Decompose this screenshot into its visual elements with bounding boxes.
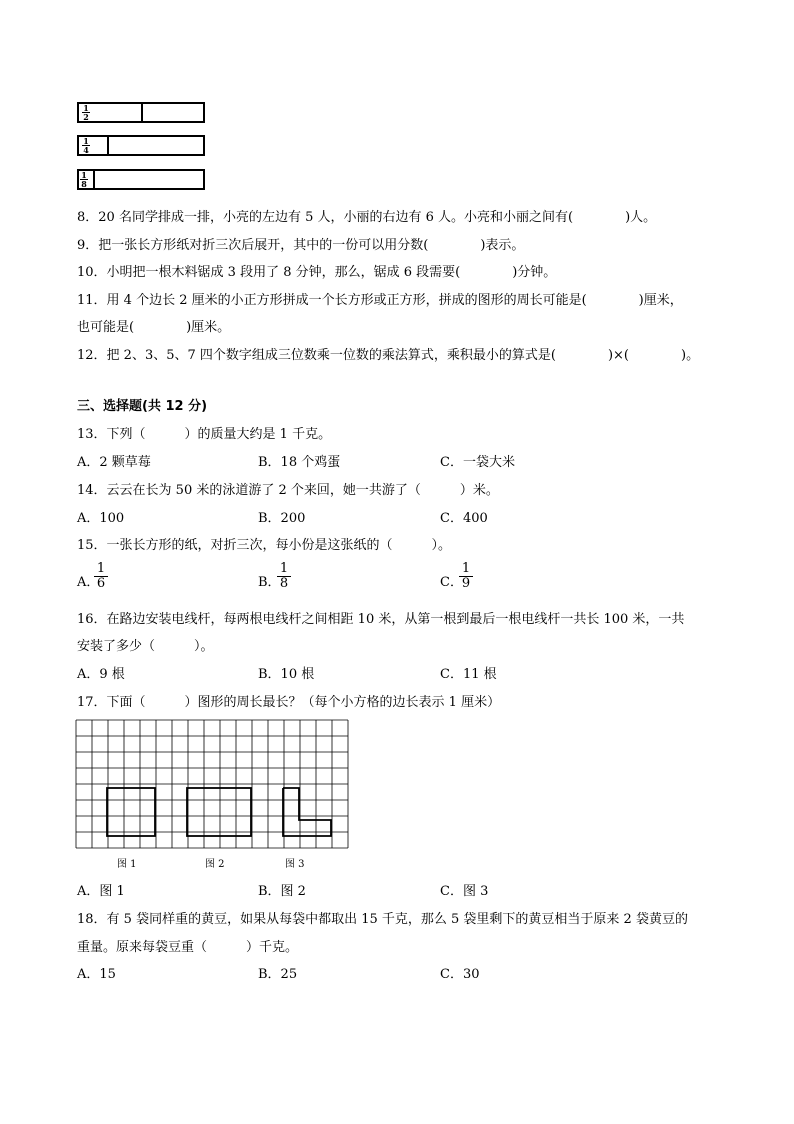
fraction-label-eighth: 1 8 (81, 170, 87, 189)
figure-1-shape (107, 788, 155, 836)
q14-option-a: A．100 (77, 511, 125, 526)
q15-option-b-fraction: $\frac{1}{8}$ (277, 562, 291, 591)
q13-option-a: A．2 颗草莓 (77, 455, 151, 470)
figure-2-shape (187, 788, 251, 836)
question-11-line1: 11．用 4 个边长 2 厘米的小正方形拼成一个长方形或正方形，拼成的图形的周长可能是( )厘米， (77, 293, 683, 308)
q15-option-c-prefix: C． (440, 575, 463, 590)
q14-option-b: B．200 (258, 511, 306, 526)
question-14: 14．云云在长为 50 米的泳道游了 2 个来回，她一共游了（ ）米。 (77, 483, 499, 498)
q15-option-a-fraction: $\frac{1}{6}$ (94, 562, 108, 591)
question-15: 15．一张长方形的纸，对折三次，每小份是这张纸的（ ）。 (77, 538, 452, 553)
figure-3-caption: 图 3 (285, 859, 305, 870)
q18-option-c: C．30 (440, 967, 480, 982)
q17-option-b: B．图 2 (258, 884, 306, 899)
q18-option-b: B．25 (258, 967, 298, 982)
question-18-line2: 重量。原来每袋豆重（ ）千克。 (77, 940, 299, 955)
figure-2-caption: 图 2 (205, 859, 225, 870)
question-17: 17．下面（ ）图形的周长最长？（每个小方格的边长表示 1 厘米） (77, 695, 501, 710)
q15-option-a-prefix: A． (77, 575, 100, 590)
section-3-title: 三、选择题(共 12 分) (77, 399, 208, 414)
question-10: 10．小明把一根木料锯成 3 段用了 8 分钟，那么，锯成 6 段需要( )分钟。 (77, 265, 557, 280)
figure-1-caption: 图 1 (117, 859, 137, 870)
fraction-label-quarter: 1 4 (83, 136, 89, 155)
question-12: 12．把 2、3、5、7 四个数字组成三位数乘一位数的乘法算式，乘积最小的算式是( )×( )。 (77, 348, 700, 363)
q16-option-c: C．11 根 (440, 667, 497, 682)
question-16-line2: 安装了多少（ ）。 (77, 639, 214, 654)
question-8: 8．20 名同学排成一排，小亮的左边有 5 人，小丽的右边有 6 人。小亮和小丽之间有( )人。 (77, 210, 657, 225)
q18-option-a: A．15 (77, 967, 116, 982)
q15-option-b-prefix: B． (258, 575, 281, 590)
question-9: 9．把一张长方形纸对折三次后展开，其中的一份可以用分数( )表示。 (77, 238, 525, 253)
question-18-line1: 18．有 5 袋同样重的黄豆，如果从每袋中都取出 15 千克，那么 5 袋里剩下的黄豆相当于原来 2 袋黄豆的 (77, 912, 688, 927)
fraction-label-half: 1 2 (83, 103, 89, 122)
question-16-line1: 16．在路边安装电线杆，每两根电线杆之间相距 10 米，从第一根到最后一根电线杆一共长 100 米，一共 (77, 612, 685, 627)
q15-option-c-fraction: $\frac{1}{9}$ (459, 562, 473, 591)
perimeter-grid-figure (75, 719, 351, 859)
q13-option-b: B．18 个鸡蛋 (258, 455, 341, 470)
q17-option-a: A．图 1 (77, 884, 125, 899)
question-13: 13．下列（ ）的质量大约是 1 千克。 (77, 427, 332, 442)
q16-option-b: B．10 根 (258, 667, 315, 682)
q13-option-c: C．一袋大米 (440, 455, 515, 470)
figure-3-shape (283, 788, 331, 836)
q17-option-c: C．图 3 (440, 884, 489, 899)
fraction-bar-quarter (77, 135, 205, 156)
q16-option-a: A．9 根 (77, 667, 125, 682)
q14-option-c: C．400 (440, 511, 488, 526)
question-11-line2: 也可能是( )厘米。 (77, 320, 231, 335)
fraction-bar-eighth (77, 169, 205, 190)
fraction-bar-half (77, 102, 205, 123)
